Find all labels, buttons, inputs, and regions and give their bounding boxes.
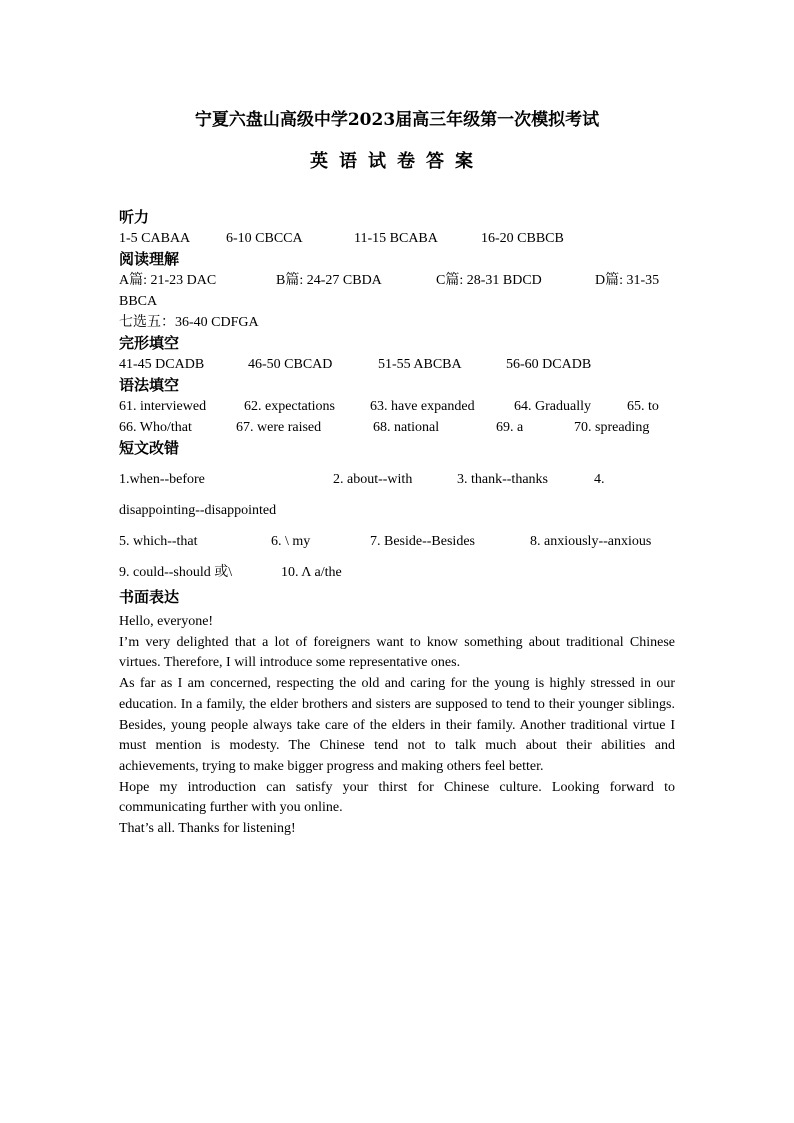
answer-key-subtitle: 英语试卷答案	[310, 151, 484, 172]
correction-answers-row	[119, 562, 675, 583]
reading-a-answer: A篇: 21-23 DAC	[119, 273, 217, 288]
grammar-answer: 66. Who/that	[119, 420, 192, 435]
writing-essay	[119, 612, 675, 840]
listening-answer: 11-15 BCABA	[354, 231, 438, 246]
correction-answer-continued: disappointing--disappointed	[119, 503, 277, 518]
writing-heading: 书面表达	[119, 588, 180, 606]
cloze-heading: 完形填空	[119, 334, 180, 352]
reading-d-continued: BBCA	[119, 294, 158, 309]
correction-answers-row	[119, 531, 675, 552]
reading-c-answer: C篇: 28-31 BDCD	[436, 273, 542, 288]
reading-heading: 阅读理解	[119, 250, 180, 268]
grammar-answer: 68. national	[373, 420, 440, 435]
seven-choose-five-answer: 七选五：36-40 CDFGA	[119, 315, 259, 330]
reading-b-answer: B篇: 24-27 CBDA	[276, 273, 382, 288]
grammar-answer: 67. were raised	[236, 420, 322, 435]
cloze-answer: 41-45 DCADB	[119, 357, 205, 372]
reading-d-answer: D篇: 31-35	[595, 273, 660, 288]
correction-answer: 3. thank--thanks	[457, 472, 548, 487]
answer-content	[119, 207, 675, 840]
correction-heading: 短文改错	[119, 439, 180, 457]
correction-answer: 5. which--that	[119, 534, 198, 549]
correction-answer: 2. about--with	[333, 472, 413, 487]
grammar-answer: 61. interviewed	[119, 399, 207, 414]
grammar-answer: 69. a	[496, 420, 524, 435]
cloze-answer: 51-55 ABCBA	[378, 357, 462, 372]
essay-paragraph: That’s all. Thanks for listening!	[119, 821, 296, 837]
listening-answers	[119, 228, 675, 249]
correction-answer: 4.	[594, 472, 605, 487]
grammar-answers-row	[119, 417, 675, 438]
essay-paragraph: I’m very delighted that a lot of foreigners want to know something about traditional Chinese virtues. Therefore, I will introduce some representative ones.	[119, 634, 675, 671]
grammar-answer: 70. spreading	[574, 420, 650, 435]
correction-answers-row	[119, 469, 675, 490]
correction-answer: 9. could--should 或\	[119, 565, 233, 580]
reading-answers	[119, 270, 675, 291]
correction-answer: 1.when--before	[119, 472, 205, 487]
listening-answer: 1-5 CABAA	[119, 231, 191, 246]
grammar-answers-row	[119, 396, 675, 417]
correction-answer: 10. Λ a/the	[281, 565, 342, 580]
grammar-answer: 64. Gradually	[514, 399, 591, 414]
cloze-answer: 46-50 CBCAD	[248, 357, 333, 372]
grammar-answer: 65. to	[627, 399, 659, 414]
essay-paragraph: Hope my introduction can satisfy your thirst for Chinese culture. Looking forward to communicating further with you online.	[119, 779, 675, 816]
correction-answer: 6. \ my	[271, 534, 311, 549]
essay-paragraph: Hello, everyone!	[119, 614, 214, 629]
exam-title: 宁夏六盘山高级中学2023届高三年级第一次模拟考试	[194, 110, 600, 130]
cloze-answers	[119, 354, 675, 375]
listening-answer: 6-10 CBCCA	[226, 231, 303, 246]
essay-paragraph: As far as I am concerned, respecting the old and caring for the young is highly stressed in our education. In a family, the elder brothers and sisters are supposed to tend to their younger siblings. Besides, young people always take care of the elders in their family. Another traditional virtue I must mention is modesty. The Chinese tend not to talk much about their abilities and achievements, trying to make bigger progress and making others feel better.	[119, 676, 675, 774]
grammar-answer: 63. have expanded	[370, 399, 475, 414]
listening-heading: 听力	[119, 208, 150, 226]
listening-answer: 16-20 CBBCB	[481, 231, 564, 246]
correction-answer: 7. Beside--Besides	[370, 534, 475, 549]
grammar-answer: 62. expectations	[244, 399, 335, 414]
grammar-heading: 语法填空	[119, 376, 180, 394]
cloze-answer: 56-60 DCADB	[506, 357, 592, 372]
correction-answer: 8. anxiously--anxious	[530, 534, 652, 549]
